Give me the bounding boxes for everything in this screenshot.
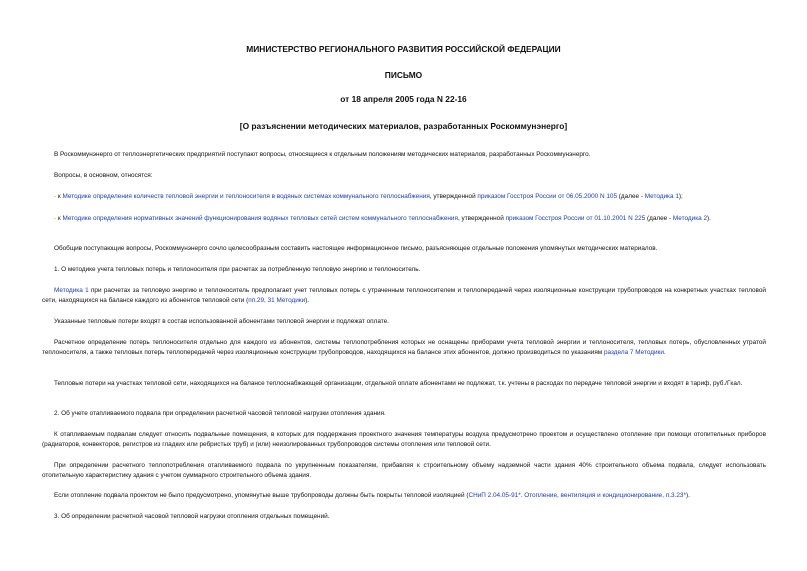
text-segment: , утвержденной [457,215,506,222]
list-dash: - [54,215,57,222]
link-snip[interactable]: СНиП 2.04.05-91*. Отопление, вентиляция и кондиционирование, п.3.23* [468,492,686,499]
link-methodology-2-short[interactable]: Методика 2 [672,215,708,222]
paragraph-questions: Вопросы, в основном, относятся: [54,172,153,179]
paragraph-heated-basements: К отапливаемым подвалам следует относить подвальные помещения, в которых для поддержания проектного значения температуры воздуха предусмотрено проектом и осуществлено отопление при помощи отопительных приборов (радиаторов, конвекторов, регистров из гладких или ребристых труб) и (или) неизолированных трубопроводов системы отопления или тепловой сети. [42,431,766,448]
link-methodology-1-ref[interactable]: Методика 1 [54,287,89,294]
text-segment: ); [678,193,683,200]
text-segment: Если отопление подвала проектом не было предусмотрено, упомянутые выше трубопроводы должны быть покрыты тепловой изоляцией ( [54,492,469,499]
paragraph-methodology-1 [42,192,766,202]
paragraph-summary: Обобщив поступающие вопросы, Роскоммунэнерго сочло целесообразным составить настоящее информационное письмо, разъясняющее отдельные положения упомянутых методических материалов. [54,245,658,252]
paragraph-methodology-1-losses [42,286,766,306]
link-order-105[interactable]: приказом Госстроя России от 06.05.2000 N 105 [477,193,618,200]
list-dash: - [54,193,57,200]
text-segment: (далее - [645,215,673,222]
paragraph-methodology-2 [42,214,766,224]
paragraph-calculation [42,338,766,358]
text-segment: , утвержденной [429,193,478,200]
paragraph-losses-payment: Указанные тепловые потери входят в состав использованной абонентами тепловой энергии и подлежат оплате. [54,318,389,325]
text-segment: Расчетное определение потерь теплоносителя отдельно для каждого из абонентов, системы теплопотребления которых не оснащены приборами учета тепловой энергии и теплоносителя, тепловых потерь, обусловленных утратой теплоносителя, а также тепловых потерь теплопередачей через изоляционные конструкции трубопроводов, находящихся на балансе этих абонентов, должно производиться по указаниям [42,339,766,356]
ministry-title: МИНИСТЕРСТВО РЕГИОНАЛЬНОГО РАЗВИТИЯ РОССИЙСКОЙ ФЕДЕРАЦИИ [246,44,561,54]
text-segment: при расчетах за тепловую энергию и теплоноситель предполагает учет тепловых потерь с утраченным теплоносителем и теплопередачей через изоляционные конструкции трубопроводов на конкретных участках тепловой сети, находящихся на балансе каждого из абонентов тепловой сети ( [42,287,767,304]
text-segment: . [663,349,666,356]
text-segment: ). [685,492,690,499]
paragraph-insulation [42,491,766,501]
paragraph-network-losses: Тепловые потери на участках тепловой сети, находящихся на балансе теплоснабжающей организации, отдельной оплате абонентами не подлежат, т.к. учтены в расходах по передаче тепловой энергии и входят в тариф, руб./Гкал. [54,380,743,387]
link-methodology-2[interactable]: Методике определения нормативных значений функционирования водяных тепловых сетей систем коммунального теплоснабжения [62,215,458,222]
section-1-heading: 1. О методике учета тепловых потерь и теплоносителя при расчетах за потребленную тепловую энергию и теплоноситель. [54,266,421,273]
link-methodology-1[interactable]: Методике определения количеств тепловой энергии и теплоносителя в водяных системах коммунального теплоснабжения [62,193,430,200]
section-3-heading: 3. Об определении расчетной часовой тепловой нагрузки отопления отдельных помещений. [54,513,330,520]
document-date-number: от 18 апреля 2005 года N 22-16 [340,94,467,104]
link-methodology-1-short[interactable]: Методика 1 [644,193,679,200]
text-segment: ). [305,297,310,304]
link-section-7[interactable]: раздела 7 Методики [603,349,664,356]
text-segment: к [56,215,63,222]
text-segment: к [56,193,63,200]
paragraph-intro: В Роскоммунэнерго от теплоэнергетических предприятий поступают вопросы, относящиеся к отдельным положениям методических материалов, разработанных Роскоммунэнерго. [54,151,591,158]
link-order-225[interactable]: приказом Госстроя России от 01.10.2001 N 225 [505,215,646,222]
paragraph-basement-calculation: При определении расчетного теплопотребления отапливаемого подвала по укрупненным показателям, прибавляя к строительному объему надземной части здания 40% строительного объема подвала, следует использовать отопительную характеристику здания с учетом суммарного строительного объема здания. [42,462,766,479]
document-subject: [О разъяснении методических материалов, разработанных Роскоммунэнерго] [239,121,568,131]
text-segment: (далее - [617,193,645,200]
text-segment: ). [707,215,711,222]
link-clauses-29-31[interactable]: пп.29, 31 Методики [248,297,306,304]
document-type: ПИСЬМО [384,70,423,80]
section-2-heading: 2. Об учете отапливаемого подвала при определении расчетной часовой тепловой нагрузки отопления здания. [54,410,386,417]
